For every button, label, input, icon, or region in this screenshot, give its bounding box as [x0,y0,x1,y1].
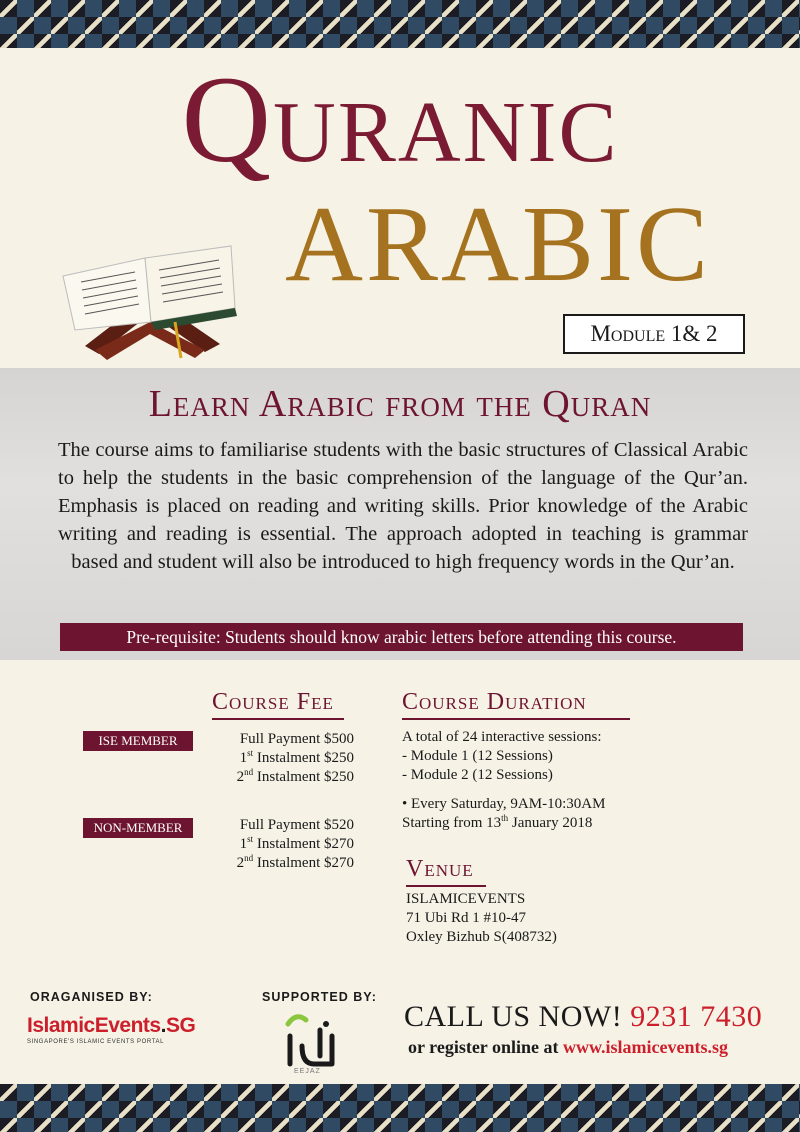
module-list [402,747,702,785]
title-quranic: Quranic [181,51,619,188]
schedule-info [402,795,702,833]
start-date: Starting from 13th January 2018 [402,813,593,831]
register-url-link[interactable]: www.islamicevents.sg [562,1037,728,1057]
organised-by-label: ORAGANISED BY: [30,990,153,1004]
call-us-line: CALL US NOW! 9231 7430 [404,1000,763,1033]
non-member-second-instalment: 2nd Instalment $270 [236,853,354,871]
venue-heading: Venue [406,854,486,884]
course-fee-heading: Course Fee [212,687,344,717]
course-description: The course aims to familiarise students with the basic structures of Classical Arabic to help the students in the basic comprehension of the language of the Qur’an. Emphasis is placed on reading and writing skills. Prior knowledge of the Arabic writing and reading is essential. The approach adopted in teaching is grammar based and student will also be introduced to high frequency words in the Qur’an. [58,439,748,573]
course-duration-heading: Course Duration [402,687,630,717]
phone-number[interactable]: 9231 7430 [630,1000,763,1033]
module-badge: Module 1& 2 [563,314,745,354]
supported-by-label: SUPPORTED BY: [262,990,377,1004]
prerequisite-banner: Pre-requisite: Students should know arabic letters before attending this course. [60,623,743,651]
venue-address [406,890,706,947]
learn-heading: Learn Arabic from the Quran [148,383,652,425]
mosaic-border-bottom [0,1084,800,1132]
quran-book-icon [55,226,245,366]
register-line: or register online at www.islamicevents.sg [408,1037,728,1057]
non-member-full-payment: Full Payment $520 [239,817,354,833]
eejaz-caption: EEJAZ [294,1068,321,1075]
mosaic-border-top [0,0,800,48]
non-member-first-instalment: 1st Instalment $270 [239,834,354,852]
schedule-text: • Every Saturday, 9AM-10:30AM [402,796,606,812]
module-1-sessions: - Module 1 (12 Sessions) [402,748,553,764]
duration-intro: A total of 24 interactive sessions: [402,729,602,745]
ise-member-tag: ISE MEMBER [83,731,193,751]
eejaz-logo-icon [280,1006,344,1076]
title-arabic: ARABIC [284,185,712,304]
non-member-fee-list [210,816,354,873]
venue-name: ISLAMICEVENTS [406,891,526,907]
member-full-payment: Full Payment $500 [239,731,354,747]
member-fee-list [210,730,354,787]
islamicevents-logo: IslamicEvents.SG SINGAPORE'S ISLAMIC EVENTS PORTAL [27,1014,196,1045]
non-member-tag: NON-MEMBER [83,818,193,838]
venue-building: Oxley Bizhub S(408732) [406,929,557,945]
module-2-sessions: - Module 2 (12 Sessions) [402,767,553,783]
member-first-instalment: 1st Instalment $250 [239,748,354,766]
member-second-instalment: 2nd Instalment $250 [236,767,354,785]
venue-street: 71 Ubi Rd 1 #10-47 [406,910,526,926]
